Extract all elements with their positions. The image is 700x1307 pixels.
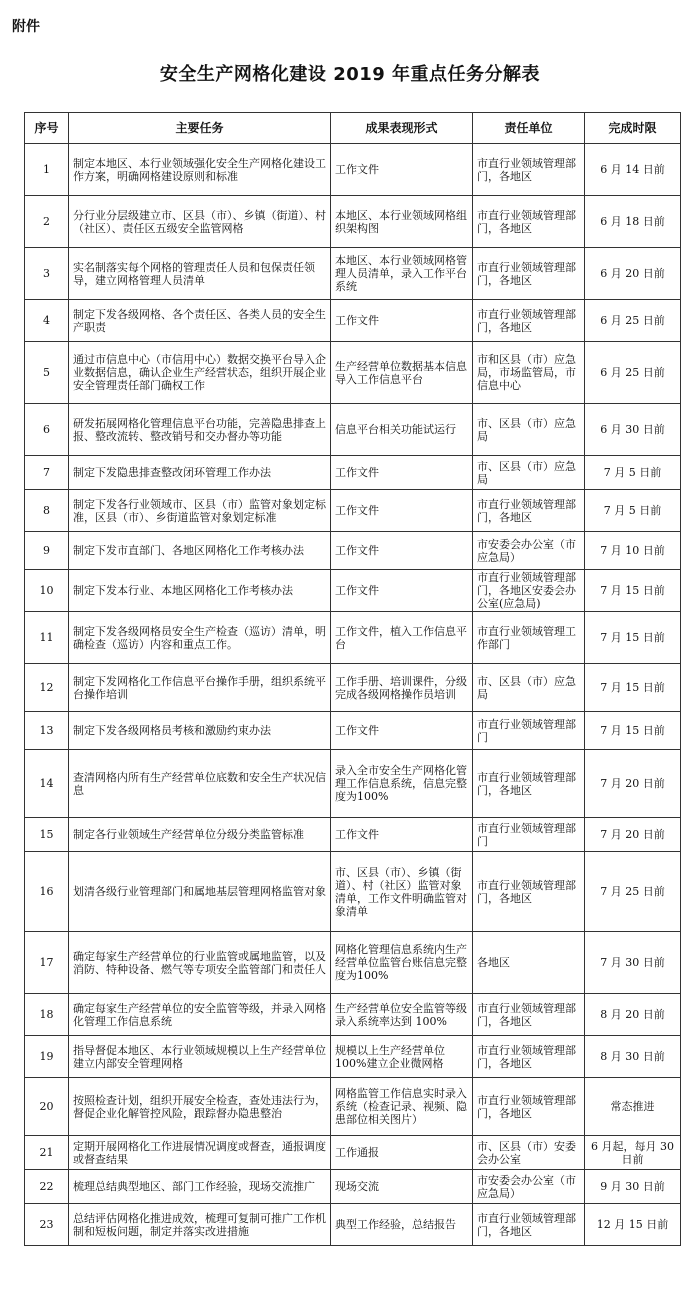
cell-output xyxy=(331,300,473,342)
cell-deadline-text: 7 月 20 日前 xyxy=(600,777,665,790)
cell-output xyxy=(331,144,473,196)
cell-output xyxy=(331,456,473,490)
cell-no-text: 19 xyxy=(39,1050,54,1063)
cell-unit-text: 市安委会办公室（市应急局） xyxy=(477,537,576,564)
cell-task xyxy=(69,1204,331,1246)
cell-unit-text: 各地区 xyxy=(477,956,510,969)
cell-deadline-text: 7 月 15 日前 xyxy=(600,584,665,597)
cell-task-text: 制定下发各级网格、各个责任区、各类人员的安全生产职责 xyxy=(73,307,326,334)
cell-unit-text: 市直行业领域管理部门 xyxy=(477,717,576,744)
cell-unit xyxy=(473,1036,585,1078)
cell-task-text: 梳理总结典型地区、部门工作经验，现场交流推广 xyxy=(73,1180,315,1193)
cell-task xyxy=(69,248,331,300)
table-row xyxy=(25,712,681,750)
cell-unit xyxy=(473,852,585,932)
cell-no xyxy=(25,490,69,532)
cell-deadline xyxy=(585,852,681,932)
cell-task-text: 指导督促本地区、本行业领域规模以上生产经营单位建立内部安全管理网格 xyxy=(73,1043,326,1070)
cell-deadline xyxy=(585,750,681,818)
cell-output xyxy=(331,852,473,932)
cell-unit xyxy=(473,456,585,490)
cell-no-text: 14 xyxy=(39,777,54,790)
page-title: 安全生产网格化建设 2019 年重点任务分解表 xyxy=(159,64,541,85)
cell-output-text: 网格化管理信息系统内生产经营单位监管台账信息完整度为100% xyxy=(335,943,467,982)
cell-deadline xyxy=(585,248,681,300)
cell-output-text: 信息平台相关功能试运行 xyxy=(335,423,456,436)
cell-output xyxy=(331,612,473,664)
cell-task-text: 制定下发本行业、本地区网格化工作考核办法 xyxy=(73,584,293,597)
cell-deadline xyxy=(585,664,681,712)
cell-deadline xyxy=(585,144,681,196)
cell-output-text: 工作文件，植入工作信息平台 xyxy=(335,624,467,651)
cell-output-text: 本地区、本行业领域网格组织架构图 xyxy=(335,208,467,235)
cell-no xyxy=(25,342,69,404)
cell-unit-text: 市、区县（市）应急局 xyxy=(477,459,576,486)
table-row xyxy=(25,342,681,404)
cell-deadline xyxy=(585,456,681,490)
cell-output-text: 工作手册、培训课件，分级完成各级网格操作员培训 xyxy=(335,674,467,701)
cell-no xyxy=(25,1170,69,1204)
cell-deadline xyxy=(585,612,681,664)
cell-unit xyxy=(473,750,585,818)
cell-output-text: 现场交流 xyxy=(335,1180,379,1193)
cell-unit-text: 市直行业领域管理部门，各地区 xyxy=(477,497,576,524)
cell-no-text: 8 xyxy=(43,504,50,517)
cell-task-text: 总结评估网格化推进成效，梳理可复制可推广工作机制和短板问题，制定并落实改进措施 xyxy=(73,1211,326,1238)
cell-no-text: 11 xyxy=(39,631,54,644)
table-row xyxy=(25,144,681,196)
cell-unit xyxy=(473,1078,585,1136)
cell-deadline-text: 9 月 30 日前 xyxy=(600,1180,665,1193)
cell-deadline xyxy=(585,1036,681,1078)
cell-task-text: 按照检查计划，组织开展安全检查，查处违法行为，督促企业化解管控风险，跟踪督办隐患整治 xyxy=(73,1093,326,1120)
cell-no-text: 3 xyxy=(43,267,50,280)
cell-unit xyxy=(473,818,585,852)
cell-unit xyxy=(473,1204,585,1246)
cell-no xyxy=(25,248,69,300)
cell-task xyxy=(69,300,331,342)
cell-task xyxy=(69,404,331,456)
cell-unit xyxy=(473,664,585,712)
cell-output-text: 工作文件 xyxy=(335,544,379,557)
cell-unit xyxy=(473,196,585,248)
cell-task xyxy=(69,1078,331,1136)
cell-no xyxy=(25,818,69,852)
cell-task-text: 制定下发各行业领域市、区县（市）监管对象划定标准，区县（市）、乡街道监管对象划定标准 xyxy=(73,497,326,524)
cell-unit-text: 市直行业领域管理部门，各地区 xyxy=(477,1043,576,1070)
cell-output-text: 工作文件 xyxy=(335,584,379,597)
cell-no xyxy=(25,456,69,490)
cell-task-text: 确定每家生产经营单位的行业监管或属地监管，以及消防、特种设备、燃气等专项安全监管部门和责任人 xyxy=(73,949,326,976)
cell-deadline-text: 6 月 25 日前 xyxy=(600,366,665,379)
cell-unit-text: 市直行业领域管理部门，各地区 xyxy=(477,1093,576,1120)
table-body xyxy=(25,144,681,1246)
table-row xyxy=(25,248,681,300)
cell-deadline-text: 7 月 20 日前 xyxy=(600,828,665,841)
cell-task xyxy=(69,342,331,404)
cell-task xyxy=(69,1036,331,1078)
cell-no xyxy=(25,612,69,664)
cell-no-text: 13 xyxy=(39,724,54,737)
cell-output xyxy=(331,196,473,248)
cell-deadline-text: 7 月 15 日前 xyxy=(600,681,665,694)
cell-output-text: 工作文件 xyxy=(335,504,379,517)
col-header-output: 成果表现形式 xyxy=(331,113,473,144)
cell-no-text: 20 xyxy=(39,1100,54,1113)
cell-output xyxy=(331,932,473,994)
cell-task-text: 制定下发隐患排查整改闭环管理工作办法 xyxy=(73,466,271,479)
cell-no-text: 22 xyxy=(39,1180,54,1193)
cell-task-text: 分行业分层级建立市、区县（市）、乡镇（街道）、村（社区）、责任区五级安全监管网格 xyxy=(73,208,326,235)
cell-no-text: 16 xyxy=(39,885,54,898)
cell-deadline-text: 7 月 5 日前 xyxy=(603,466,662,479)
cell-deadline xyxy=(585,1078,681,1136)
cell-unit-text: 市直行业领域管理部门，各地区 xyxy=(477,208,576,235)
cell-no xyxy=(25,1036,69,1078)
cell-task xyxy=(69,570,331,612)
cell-deadline xyxy=(585,994,681,1036)
cell-unit-text: 市直行业领域管理部门，各地区 xyxy=(477,770,576,797)
cell-task-text: 通过市信息中心（市信用中心）数据交换平台导入企业数据信息，确认企业生产经营状态，组织开展企业安全管理责任部门确权工作 xyxy=(73,353,326,392)
cell-unit xyxy=(473,570,585,612)
table-row xyxy=(25,456,681,490)
cell-deadline xyxy=(585,1204,681,1246)
cell-task-text: 制定下发各级网格员考核和激励约束办法 xyxy=(73,724,271,737)
cell-no xyxy=(25,664,69,712)
cell-no xyxy=(25,532,69,570)
cell-no xyxy=(25,852,69,932)
cell-no-text: 7 xyxy=(43,466,50,479)
cell-unit xyxy=(473,532,585,570)
cell-no-text: 23 xyxy=(39,1218,54,1231)
cell-unit-text: 市直行业领域管理部门，各地区 xyxy=(477,878,576,905)
cell-no xyxy=(25,300,69,342)
cell-task-text: 实名制落实每个网格的管理责任人员和包保责任领导，建立网格管理人员清单 xyxy=(73,260,315,287)
table-row xyxy=(25,612,681,664)
cell-unit xyxy=(473,994,585,1036)
cell-no xyxy=(25,570,69,612)
cell-no-text: 4 xyxy=(43,314,50,327)
cell-unit xyxy=(473,932,585,994)
cell-output xyxy=(331,712,473,750)
cell-no-text: 6 xyxy=(43,423,50,436)
cell-output-text: 生产经营单位安全监管等级录入系统率达到 100% xyxy=(335,1001,467,1028)
table-row xyxy=(25,818,681,852)
cell-task xyxy=(69,532,331,570)
cell-deadline xyxy=(585,300,681,342)
cell-task-text: 制定下发各级网格员安全生产检查（巡访）清单，明确检查（巡访）内容和重点工作。 xyxy=(73,624,326,651)
table-row xyxy=(25,1078,681,1136)
cell-task xyxy=(69,196,331,248)
cell-unit xyxy=(473,144,585,196)
cell-deadline-text: 7 月 25 日前 xyxy=(600,885,665,898)
cell-no-text: 5 xyxy=(43,366,50,379)
cell-output xyxy=(331,248,473,300)
table-row xyxy=(25,664,681,712)
table-row xyxy=(25,994,681,1036)
cell-task xyxy=(69,144,331,196)
cell-output xyxy=(331,1136,473,1170)
cell-unit-text: 市直行业领域管理部门 xyxy=(477,821,576,848)
cell-task-text: 查清网格内所有生产经营单位底数和安全生产状况信息 xyxy=(73,770,326,797)
cell-unit xyxy=(473,612,585,664)
table-header-row xyxy=(25,113,681,144)
table-row xyxy=(25,1136,681,1170)
cell-no xyxy=(25,994,69,1036)
cell-no-text: 2 xyxy=(43,215,50,228)
cell-deadline xyxy=(585,712,681,750)
cell-deadline-text: 6 月 14 日前 xyxy=(600,163,665,176)
cell-output xyxy=(331,1036,473,1078)
cell-unit xyxy=(473,300,585,342)
cell-deadline-text: 7 月 15 日前 xyxy=(600,631,665,644)
cell-task xyxy=(69,712,331,750)
cell-unit-text: 市安委会办公室（市应急局） xyxy=(477,1173,576,1200)
cell-output xyxy=(331,664,473,712)
cell-unit-text: 市直行业领域管理部门，各地区 xyxy=(477,307,576,334)
cell-no-text: 1 xyxy=(43,163,50,176)
cell-unit-text: 市、区县（市）应急局 xyxy=(477,416,576,443)
cell-output-text: 本地区、本行业领域网格管理人员清单，录入工作平台系统 xyxy=(335,254,467,293)
cell-output xyxy=(331,342,473,404)
cell-unit xyxy=(473,1170,585,1204)
cell-no xyxy=(25,932,69,994)
cell-task xyxy=(69,664,331,712)
cell-task xyxy=(69,1170,331,1204)
cell-task xyxy=(69,852,331,932)
cell-unit-text: 市、区县（市）应急局 xyxy=(477,674,576,701)
cell-deadline-text: 6 月起，每月 30 日前 xyxy=(591,1139,674,1166)
cell-unit-text: 市直行业领域管理部门，各地区 xyxy=(477,260,576,287)
table-row xyxy=(25,1036,681,1078)
cell-no-text: 10 xyxy=(39,584,54,597)
cell-output xyxy=(331,818,473,852)
cell-deadline xyxy=(585,818,681,852)
cell-deadline xyxy=(585,570,681,612)
table-row xyxy=(25,300,681,342)
col-header-deadline: 完成时限 xyxy=(585,113,681,144)
cell-unit xyxy=(473,342,585,404)
cell-task xyxy=(69,750,331,818)
cell-output-text: 生产经营单位数据基本信息导入工作信息平台 xyxy=(335,359,467,386)
cell-no-text: 9 xyxy=(43,544,50,557)
cell-output-text: 网格监管工作信息实时录入系统（检查记录、视频、隐患部位相关图片） xyxy=(335,1087,467,1126)
cell-deadline-text: 7 月 15 日前 xyxy=(600,724,665,737)
cell-no-text: 12 xyxy=(39,681,54,694)
cell-task-text: 制定下发网格化工作信息平台操作手册，组织系统平台操作培训 xyxy=(73,674,326,701)
cell-no xyxy=(25,1136,69,1170)
cell-unit-text: 市、区县（市）安委会办公室 xyxy=(477,1139,576,1166)
cell-unit-text: 市直行业领域管理工作部门 xyxy=(477,624,576,651)
cell-output-text: 工作文件 xyxy=(335,828,379,841)
cell-no-text: 15 xyxy=(39,828,54,841)
cell-deadline xyxy=(585,532,681,570)
cell-output-text: 工作通报 xyxy=(335,1146,379,1159)
cell-output xyxy=(331,1078,473,1136)
table-row xyxy=(25,1170,681,1204)
cell-no xyxy=(25,404,69,456)
table-row xyxy=(25,852,681,932)
cell-unit xyxy=(473,248,585,300)
cell-deadline-text: 8 月 20 日前 xyxy=(600,1008,665,1021)
cell-no xyxy=(25,1078,69,1136)
cell-deadline-text: 7 月 5 日前 xyxy=(603,504,662,517)
cell-unit-text: 市直行业领域管理部门，各地区 xyxy=(477,1001,576,1028)
cell-deadline-text: 8 月 30 日前 xyxy=(600,1050,665,1063)
col-header-task: 主要任务 xyxy=(69,113,331,144)
cell-deadline xyxy=(585,342,681,404)
cell-task xyxy=(69,1136,331,1170)
table-row xyxy=(25,532,681,570)
cell-no-text: 17 xyxy=(39,956,54,969)
cell-task-text: 划清各级行业管理部门和属地基层管理网格监管对象 xyxy=(73,885,326,898)
cell-no xyxy=(25,750,69,818)
cell-task xyxy=(69,818,331,852)
cell-output xyxy=(331,994,473,1036)
cell-task xyxy=(69,456,331,490)
cell-deadline xyxy=(585,1136,681,1170)
cell-task-text: 制定下发市直部门、各地区网格化工作考核办法 xyxy=(73,544,304,557)
col-header-no: 序号 xyxy=(25,113,69,144)
cell-output-text: 工作文件 xyxy=(335,163,379,176)
cell-deadline-text: 6 月 18 日前 xyxy=(600,215,665,228)
cell-no-text: 18 xyxy=(39,1008,54,1021)
cell-deadline-text: 常态推进 xyxy=(610,1100,655,1113)
cell-unit xyxy=(473,404,585,456)
cell-task-text: 定期开展网格化工作进展情况调度或督查，通报调度或督查结果 xyxy=(73,1139,326,1166)
table-row xyxy=(25,404,681,456)
cell-deadline-text: 7 月 30 日前 xyxy=(600,956,665,969)
cell-output xyxy=(331,570,473,612)
cell-unit xyxy=(473,1136,585,1170)
cell-output-text: 工作文件 xyxy=(335,466,379,479)
cell-deadline xyxy=(585,932,681,994)
table-row xyxy=(25,932,681,994)
cell-output-text: 工作文件 xyxy=(335,314,379,327)
cell-output-text: 典型工作经验，总结报告 xyxy=(335,1218,456,1231)
cell-deadline xyxy=(585,196,681,248)
cell-no xyxy=(25,712,69,750)
cell-no xyxy=(25,144,69,196)
cell-task-text: 确定每家生产经营单位的安全监管等级，并录入网格化管理工作信息系统 xyxy=(73,1001,326,1028)
cell-output-text: 规模以上生产经营单位 100%建立企业微网格 xyxy=(335,1043,445,1070)
table-row xyxy=(25,750,681,818)
cell-unit-text: 市直行业领域管理部门，各地区 xyxy=(477,1211,576,1238)
cell-task xyxy=(69,490,331,532)
cell-no xyxy=(25,196,69,248)
cell-deadline-text: 6 月 20 日前 xyxy=(600,267,665,280)
cell-output-text: 录入全市安全生产网格化管理工作信息系统，信息完整度为100% xyxy=(335,764,467,803)
cell-deadline-text: 7 月 10 日前 xyxy=(600,544,665,557)
cell-no-text: 21 xyxy=(39,1146,54,1159)
cell-deadline xyxy=(585,1170,681,1204)
cell-output xyxy=(331,490,473,532)
cell-output xyxy=(331,750,473,818)
cell-task xyxy=(69,994,331,1036)
cell-unit xyxy=(473,490,585,532)
cell-deadline xyxy=(585,404,681,456)
col-header-unit: 责任单位 xyxy=(473,113,585,144)
cell-deadline-text: 12 月 15 日前 xyxy=(596,1218,669,1231)
table-row xyxy=(25,570,681,612)
cell-output xyxy=(331,404,473,456)
cell-unit-text: 市直行业领域管理部门，各地区 xyxy=(477,156,576,183)
cell-output xyxy=(331,1170,473,1204)
cell-deadline-text: 6 月 30 日前 xyxy=(600,423,665,436)
table-row xyxy=(25,490,681,532)
table-row xyxy=(25,1204,681,1246)
cell-output-text: 工作文件 xyxy=(335,724,379,737)
cell-unit-text: 市和区县（市）应急局，市场监管局，市信息中心 xyxy=(477,353,576,392)
cell-deadline-text: 6 月 25 日前 xyxy=(600,314,665,327)
cell-task-text: 研发拓展网格化管理信息平台功能，完善隐患排查上报、整改流转、整改销号和交办督办等功能 xyxy=(73,416,326,443)
cell-unit-text: 市直行业领域管理部门，各地区安委会办公室(应急局) xyxy=(477,571,576,610)
cell-no xyxy=(25,1204,69,1246)
table-row xyxy=(25,196,681,248)
cell-unit xyxy=(473,712,585,750)
cell-output xyxy=(331,1204,473,1246)
cell-output-text: 市、区县（市）、乡镇（街道）、村（社区）监管对象清单，工作文件明确监管对象清单 xyxy=(335,865,467,918)
cell-deadline xyxy=(585,490,681,532)
cell-task xyxy=(69,932,331,994)
cell-task-text: 制定各行业领域生产经营单位分级分类监管标准 xyxy=(73,828,304,841)
task-table xyxy=(24,112,681,1246)
cell-output xyxy=(331,532,473,570)
attachment-label: 附件 xyxy=(12,19,40,35)
cell-task xyxy=(69,612,331,664)
cell-task-text: 制定本地区、本行业领域强化安全生产网格化建设工作方案，明确网格建设原则和标准 xyxy=(73,156,326,183)
